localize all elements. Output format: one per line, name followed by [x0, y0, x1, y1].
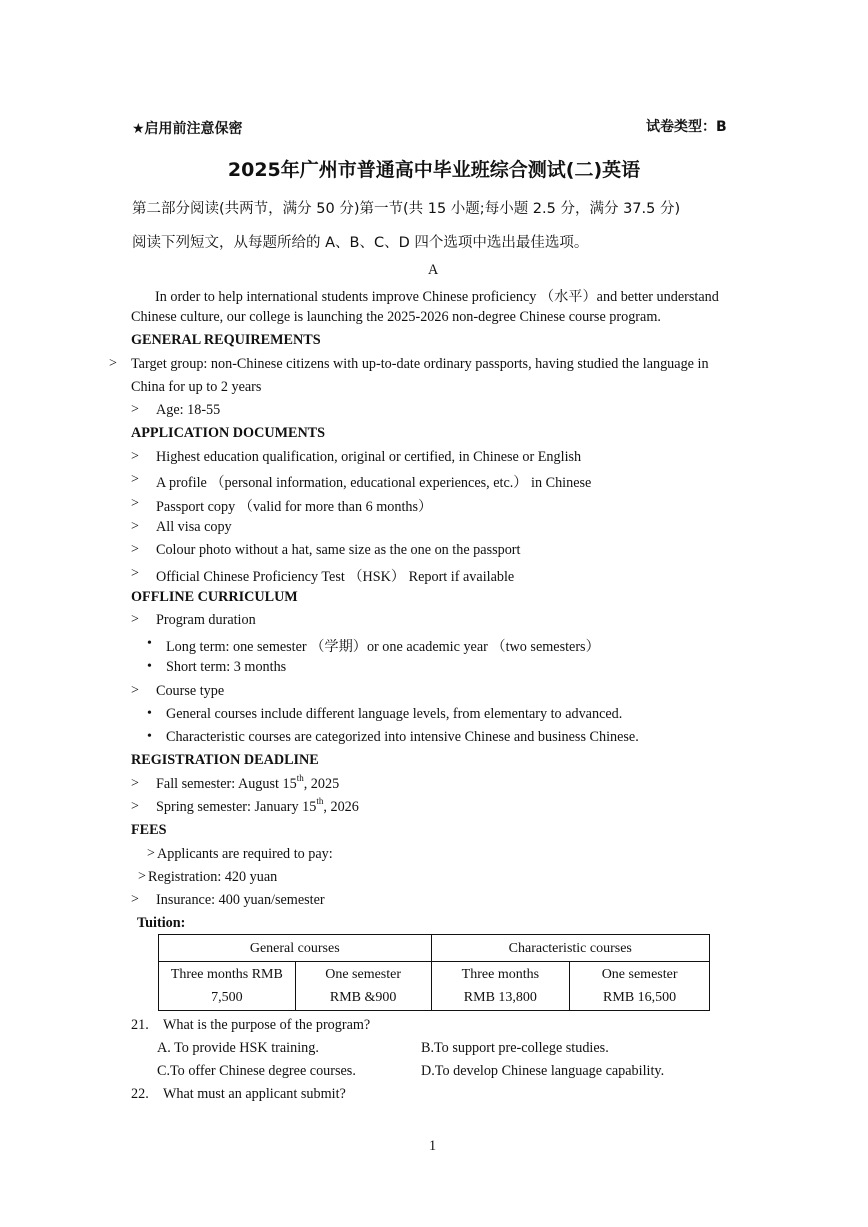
program-duration-label: Program duration [156, 612, 256, 628]
question-number: 22. [131, 1086, 149, 1102]
question-number: 21. [131, 1017, 149, 1033]
document-item: Passport copy （valid for more than 6 months） [156, 499, 433, 515]
list-marker: > [131, 892, 139, 907]
list-marker: > [131, 566, 139, 581]
instructions: 阅读下列短文，从每题所给的 A、B、C、D 四个选项中选出最佳选项。 [132, 235, 589, 251]
list-marker: > [131, 519, 139, 534]
registration-fee: Registration: 420 yuan [148, 869, 278, 885]
intro-line-1: In order to help international students improve Chinese proficiency （水平）and better understand [155, 289, 719, 305]
insurance-fee: Insurance: 400 yuan/semester [156, 892, 325, 908]
exam-title: 2025年广州市普通高中毕业班综合测试(二)英语 [227, 159, 641, 181]
duration-item: Long term: one semester （学期）or one academic year （two semesters） [166, 639, 600, 655]
list-marker: > [131, 402, 139, 417]
list-marker: > [131, 542, 139, 557]
option-b: B.To support pre-college studies. [421, 1040, 609, 1056]
fees-heading: FEES [131, 822, 167, 838]
section-info: 第二部分阅读(共两节，满分 50 分)第一节(共 15 小题;每小题 2.5 分，满分 37.5 分) [132, 201, 681, 217]
document-item: All visa copy [156, 519, 232, 535]
intro-line-2: Chinese culture, our college is launching the 2025-2026 non-degree Chinese course program. [131, 309, 661, 325]
application-documents-heading: APPLICATION DOCUMENTS [131, 425, 326, 441]
list-marker: > [131, 776, 139, 791]
list-marker: > [131, 683, 139, 698]
option-d: D.To develop Chinese language capability. [421, 1063, 665, 1079]
option-a: A. To provide HSK training. [157, 1040, 319, 1056]
document-item: Official Chinese Proficiency Test （HSK） Report if available [156, 569, 515, 585]
table-cell: Three months RMB 13,800 [431, 962, 570, 1011]
option-c: C.To offer Chinese degree courses. [157, 1063, 356, 1079]
bullet: • [147, 706, 152, 721]
list-marker: > [131, 799, 139, 814]
duration-item: Short term: 3 months [166, 659, 287, 675]
list-marker: > [138, 869, 146, 884]
fall-semester-deadline: Fall semester: August 15th, 2025 [156, 773, 340, 792]
page-number: 1 [429, 1138, 437, 1154]
list-marker: > [147, 846, 155, 861]
table-cell: One semester RMB &900 [295, 962, 431, 1011]
list-marker: > [131, 496, 139, 511]
bullet: • [147, 729, 152, 744]
list-marker: > [131, 612, 139, 627]
table-group-header-characteristic: Characteristic courses [431, 935, 709, 962]
course-type-item: General courses include different language levels, from elementary to advanced. [166, 706, 623, 722]
bullet: • [147, 636, 152, 651]
table-row [159, 962, 710, 1011]
list-marker: > [109, 356, 117, 371]
general-requirements-heading: GENERAL REQUIREMENTS [131, 332, 321, 348]
document-item: Colour photo without a hat, same size as the one on the passport [156, 542, 521, 558]
list-marker: > [131, 472, 139, 487]
age-requirement: Age: 18-55 [156, 402, 221, 418]
target-group-line-1: Target group: non-Chinese citizens with up-to-date ordinary passports, having studied the language in [131, 356, 709, 372]
table-row [159, 935, 710, 962]
paper-type-label: 试卷类型：B [646, 119, 727, 135]
course-type-item: Characteristic courses are categorized into intensive Chinese and business Chinese. [166, 729, 639, 745]
document-item: Highest education qualification, original or certified, in Chinese or English [156, 449, 582, 465]
bullet: • [147, 659, 152, 674]
table-cell: Three months RMB 7,500 [159, 962, 296, 1011]
target-group-line-2: China for up to 2 years [131, 379, 262, 395]
fees-applicants-text: Applicants are required to pay: [157, 846, 333, 862]
document-item: A profile （personal information, educational experiences, etc.） in Chinese [156, 475, 592, 491]
question-text: What is the purpose of the program? [163, 1017, 371, 1033]
question-text: What must an applicant submit? [163, 1086, 346, 1102]
table-cell: One semester RMB 16,500 [570, 962, 710, 1011]
passage-label: A [428, 262, 439, 278]
list-marker: > [131, 449, 139, 464]
tuition-label: Tuition: [137, 915, 186, 931]
registration-deadline-heading: REGISTRATION DEADLINE [131, 752, 319, 768]
spring-semester-deadline: Spring semester: January 15th, 2026 [156, 796, 359, 815]
table-group-header-general: General courses [159, 935, 432, 962]
confidential-notice: ★启用前注意保密 [132, 121, 243, 137]
course-type-label: Course type [156, 683, 225, 699]
tuition-table [158, 934, 710, 1011]
offline-curriculum-heading: OFFLINE CURRICULUM [131, 589, 298, 605]
